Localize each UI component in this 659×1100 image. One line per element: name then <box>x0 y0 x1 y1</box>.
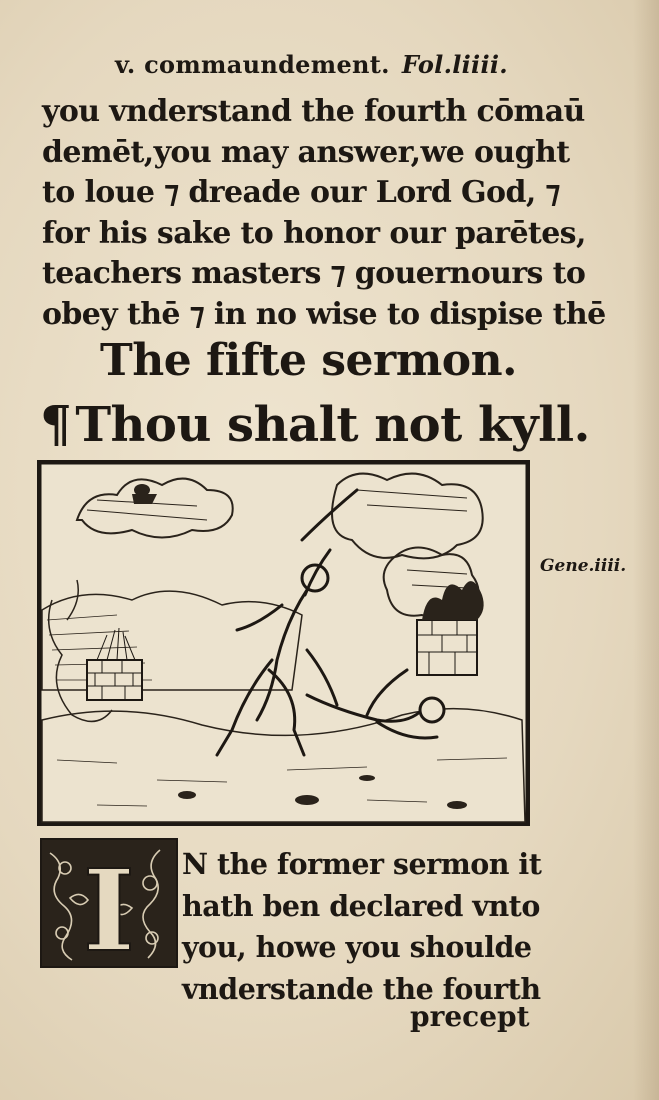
text-line: N the former sermon it <box>182 847 542 881</box>
page-edge-shadow <box>633 0 659 1100</box>
pilcrow-icon: ¶ <box>40 394 72 453</box>
text-line: demēt,you may answer,we ought <box>42 134 570 170</box>
text-line: to loue ⁊ dreade our Lord God, ⁊ <box>42 175 560 210</box>
decorated-initial <box>40 838 178 968</box>
text-line: obey thē ⁊ in no wise to dispise thē <box>42 296 606 332</box>
text-line: you vnderstand the fourth cōmaū <box>42 94 585 129</box>
commandment-heading <box>40 394 590 453</box>
body-text <box>42 92 606 335</box>
running-title: v. commaundement. <box>115 50 390 79</box>
text-line: you, howe you shoulde <box>182 930 532 964</box>
text-line: vnderstande the fourth <box>182 971 541 1006</box>
woodcut-illustration <box>37 460 530 826</box>
running-header <box>115 50 508 79</box>
intro-paragraph <box>182 844 541 1010</box>
sermon-heading: The fifte sermon. <box>100 335 517 386</box>
catchword: precept <box>410 1000 530 1033</box>
commandment-text: Thou shalt not kyll. <box>75 397 590 453</box>
text-line: hath ben declared vnto <box>182 888 540 923</box>
text-line: teachers masters ⁊ gouernours to <box>42 256 586 291</box>
marginal-reference: Gene.iiii. <box>540 556 627 576</box>
initial-letter: I <box>82 846 136 968</box>
folio-number: Fol.liiii. <box>401 50 508 79</box>
text-line: for his sake to honor our parētes, <box>42 215 586 251</box>
